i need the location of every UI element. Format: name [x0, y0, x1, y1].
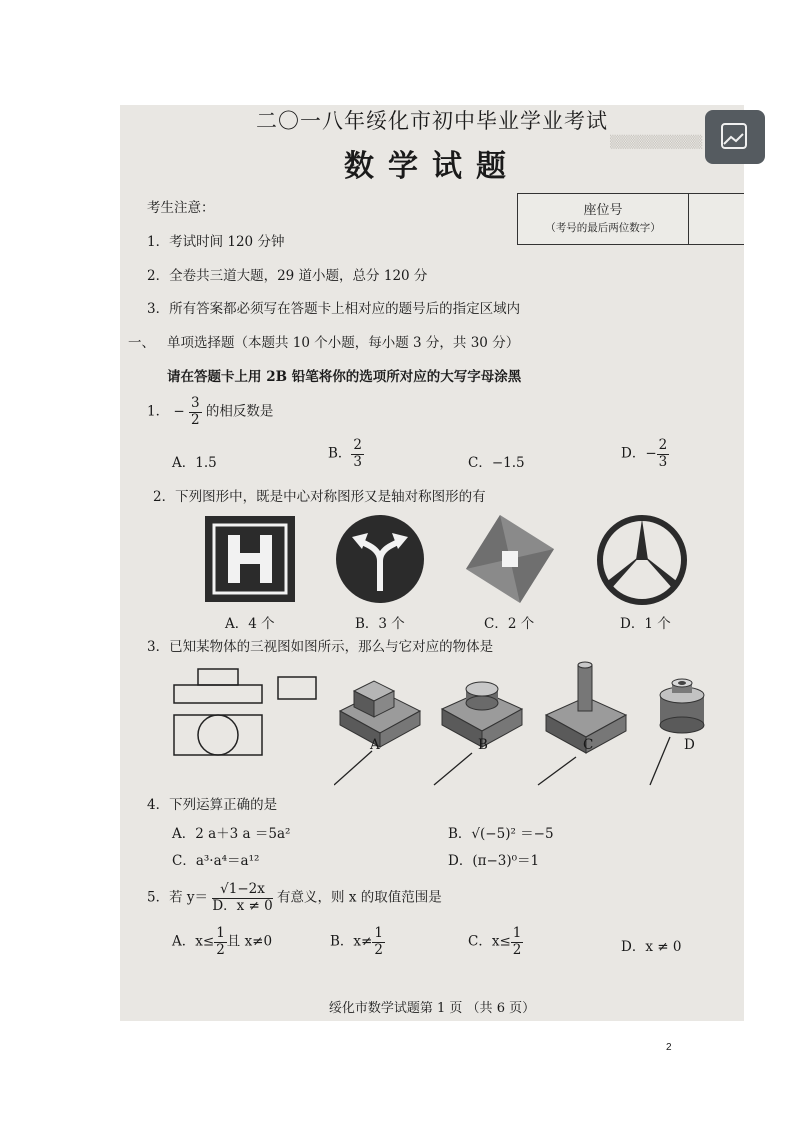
q3-option-b: B — [478, 737, 488, 753]
seat-number-box — [517, 193, 744, 245]
question-1 — [147, 397, 273, 427]
seat-hint: （考号的最后两位数字） — [545, 222, 661, 234]
q2-option-d: D．1 个 — [620, 616, 671, 632]
q4-option-a: A．2 a＋3 a ＝5a² — [172, 826, 291, 842]
exam-sheet — [120, 105, 744, 1021]
q5-option-a: A．x≤ $\frac{1}{2}$ 且 x≠0 — [172, 925, 273, 958]
notice-heading: 考生注意： — [147, 200, 215, 216]
q5-option-c: C．x≤ $\frac{1}{2}$ — [468, 925, 522, 958]
fork-arrow-sign-icon — [334, 513, 426, 605]
three-point-star-icon — [595, 513, 689, 607]
q5-option-b: B．x≠ $\frac{1}{2}$ — [330, 925, 383, 958]
notice-item-1: 1．考试时间 120 分钟 — [147, 234, 285, 250]
q3-option-d: D — [684, 737, 695, 753]
section1-title: 单项选择题（本题共 10 个小题，每小题 3 分，共 30 分） — [167, 335, 520, 351]
q5-option-d: D．x ≠ 0 — [621, 939, 682, 955]
notice-item-3: 3．所有答案都必须写在答题卡上相对应的题号后的指定区域内 — [147, 301, 521, 317]
q3-option-c: C — [583, 737, 594, 753]
q1-fraction: $\frac{3}{2}$ — [191, 395, 200, 428]
seat-label: 座位号 — [583, 203, 623, 218]
q1-option-b: B． $\frac{2}{3}$ — [328, 437, 363, 470]
q4-option-c: C．a³·a⁴＝a¹² — [172, 853, 260, 869]
q1-option-a: A．1.5 — [172, 455, 217, 471]
q4-option-b: B．√(−5)² ＝−5 — [448, 826, 554, 842]
question-4: 4．下列运算正确的是 — [147, 797, 278, 813]
q2-option-a: A．4 个 — [225, 616, 275, 632]
q2-option-c: C．2 个 — [484, 616, 535, 632]
hospital-sign-icon — [204, 515, 296, 603]
solid-options-drawing — [334, 661, 734, 791]
q3-option-a: A — [370, 737, 380, 753]
page-footer: 绥化市数学试题第 1 页 （共 6 页） — [328, 1001, 536, 1016]
exam-title: 二〇一八年绥化市初中毕业学业考试 — [256, 109, 608, 133]
question-2: 2．下列图形中，既是中心对称图形又是轴对称图形的有 — [153, 489, 486, 505]
q1-option-d: D．− $\frac{2}{3}$ — [621, 437, 668, 470]
exam-subject: 数学试题 — [344, 149, 520, 184]
page-number: 2 — [666, 1042, 672, 1053]
bleed-through-text: ▒▒▒▒▒▒▒▒▒▒ — [610, 135, 703, 149]
rotated-square-icon — [464, 513, 556, 605]
section1-number: 一、 — [128, 335, 155, 351]
q4-option-d: D．(π−3)⁰＝1 — [448, 853, 540, 869]
q1-number: 1． — [147, 403, 170, 420]
q1-minus: − — [173, 403, 185, 420]
three-view-drawing — [170, 667, 320, 759]
question-3: 3．已知某物体的三视图如图所示，那么与它对应的物体是 — [147, 639, 494, 655]
question-5: 5．若 y＝ $\frac{√1-2x}{D.x \ne 0}$ 有意义，则 x 的取值范围是 — [147, 881, 442, 914]
q1-stem: 的相反数是 — [205, 403, 274, 420]
notice-item-2: 2．全卷共三道大题，29 道小题，总分 120 分 — [147, 268, 428, 284]
section1-instruction: 请在答题卡上用 2B 铅笔将你的选项所对应的大写字母涂黑 — [167, 369, 522, 385]
broken-image-icon[interactable] — [705, 110, 765, 164]
image-placeholder-icon — [705, 110, 765, 164]
seat-divider — [688, 194, 689, 244]
q1-option-c: C．−1.5 — [468, 455, 525, 471]
q2-option-b: B．3 个 — [355, 616, 405, 632]
